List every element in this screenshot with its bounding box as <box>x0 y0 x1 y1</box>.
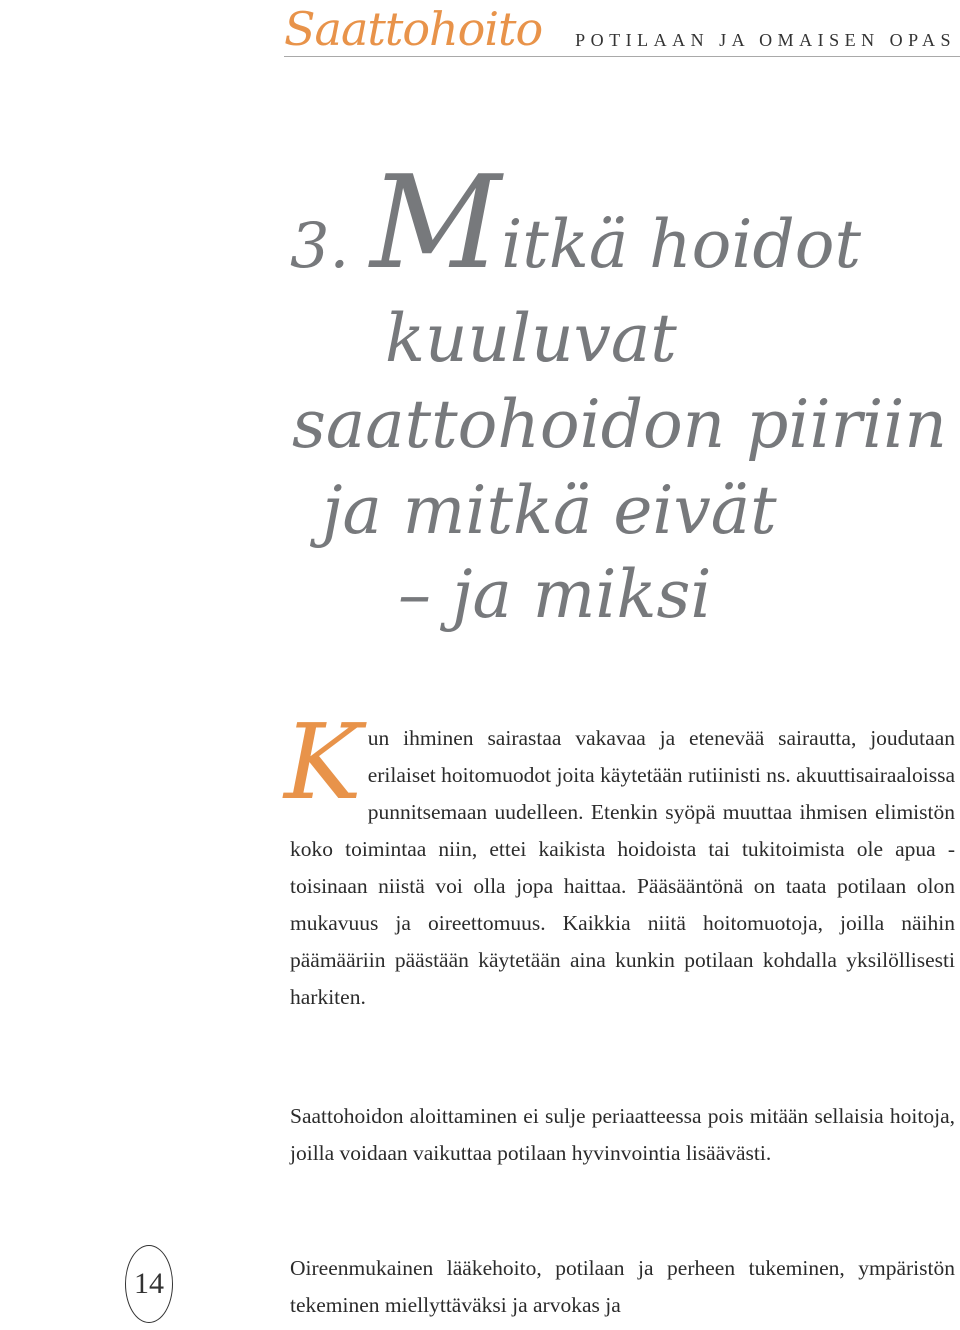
heading-line-4: ja mitkä eivät <box>322 472 777 549</box>
header-title: Saattohoito <box>284 2 543 56</box>
chapter-number: 3. <box>290 209 350 282</box>
paragraph-3: Oireenmukainen lääkehoito, potilaan ja perheen tukeminen, ympäristön tekeminen miellyttäväksi ja arvokas ja <box>290 1256 955 1317</box>
paragraph-1 <box>284 701 955 1016</box>
page-number: 14 <box>134 1267 164 1300</box>
header-divider <box>284 56 960 57</box>
heading-line-3: saattohoidon piiriin <box>292 386 947 463</box>
page-number-badge <box>125 1245 173 1323</box>
heading-line-5: – ja miksi <box>398 556 712 633</box>
heading-line-1 <box>290 149 862 298</box>
heading-line-2: kuuluvat <box>385 300 677 377</box>
paragraph-1-text: un ihminen sairastaa vakavaa ja etenevää sairautta, joudutaan erilaiset hoitomuodot joita käytetään rutiinisti ns. akuuttisairaaloissa punnitsemaan uudelleen. Etenkin syöpä muuttaa ihmisen elimistön koko toimintaa niin, ettei kaikista hoidoista tai tukitoimista ole apua - toisinaan niistä voi olla jopa haittaa. Pääsääntönä on taata potilaan olon mukavuus ja oireettomuus. Kaikkia niitä hoitomuotoja, joilla näihin päämääriin päästään käytetään aina kunkin potilaan kohdalla yksilöllisesti harkiten. <box>290 726 955 1009</box>
heading-line-1-rest: itkä hoidot <box>501 206 862 283</box>
header-subtitle: POTILAAN JA OMAISEN OPAS <box>575 30 956 50</box>
chapter-cap-letter: M <box>370 149 502 298</box>
paragraph-2: Saattohoidon aloittaminen ei sulje periaatteessa pois mitään sellaisia hoitoja, joilla voidaan vaikuttaa potilaan hyvinvointia lisäävästi. <box>290 1104 955 1165</box>
drop-cap: K <box>284 701 362 823</box>
